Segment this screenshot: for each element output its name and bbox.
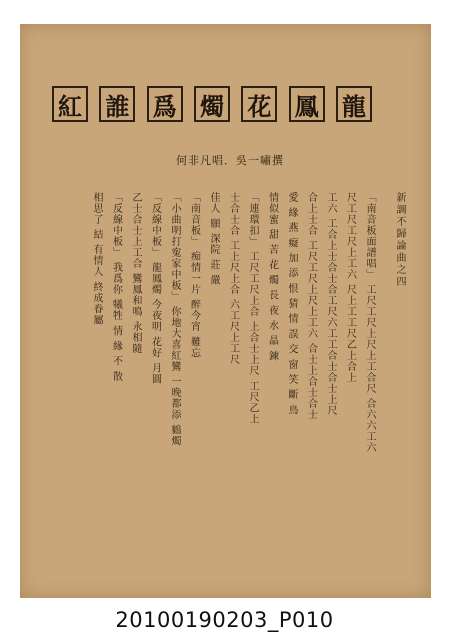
body-line: 「南音板面譜唱」 工尺工尺上尺上工合尺 合六六工六	[364, 192, 375, 454]
author-line	[130, 152, 330, 172]
document-page	[20, 24, 431, 598]
body-line: 「小曲明打寃家中板」 你地大喜紅鸞 一晚都添 鶴燭	[169, 192, 180, 447]
body-line: 愛 緣 燕 癡 加 添 恨 猜 情 誤 交 窗 笑 斷 鳥	[286, 192, 297, 416]
body-line: 工六 工合上士合士合工尺六工工合士合士上尺	[325, 192, 336, 417]
body-line: 「南音板」 痴情一片 醉今宵 難忘	[188, 192, 200, 359]
body-line: 「連環扣」 工尺工尺上合 上合士上尺 工尺乙上	[247, 192, 258, 425]
title-char: 龍	[336, 86, 372, 122]
body-line: 「反線中板」 我爲你 犧牲 情 緣 不 散	[110, 192, 122, 383]
title-char: 紅	[52, 86, 88, 122]
body-line: 合上士合 工尺工尺上尺上工六 合士上合士合士	[305, 192, 317, 421]
title-char: 鳳	[289, 86, 325, 122]
title-char: 燭	[194, 86, 230, 122]
title-row	[52, 86, 372, 126]
author-text: 何非凡唱．吳一嘯撰	[176, 154, 284, 167]
subhead: 新調不歸論曲之四	[394, 192, 405, 288]
body-line: 乙士合士上工合 鸞鳳和鳴 永相隨	[130, 192, 141, 355]
body-line: 尺工尺工尺上工六 尺上工工尺乙上合上	[344, 192, 356, 384]
body-line: 情似蜜 甜 苦 花 燭 長 夜 水 晶 鍊	[266, 192, 278, 362]
body-line: 士合士合 工上尺上合 六工尺上工尺	[227, 192, 239, 366]
image-caption: 20100190203_P010	[115, 608, 334, 632]
body-line: 佳人 願 深院 莊 嚴	[208, 192, 219, 286]
title-char: 花	[241, 86, 277, 122]
body-line: 相思了 結 有情人 終成眷屬	[91, 192, 102, 326]
body-line: 「反線中板」 龍鳳燭 今夜明 花好 月圓	[149, 192, 161, 385]
title-char: 誰	[99, 86, 135, 122]
title-char: 爲	[147, 86, 183, 122]
body-text	[76, 192, 376, 592]
